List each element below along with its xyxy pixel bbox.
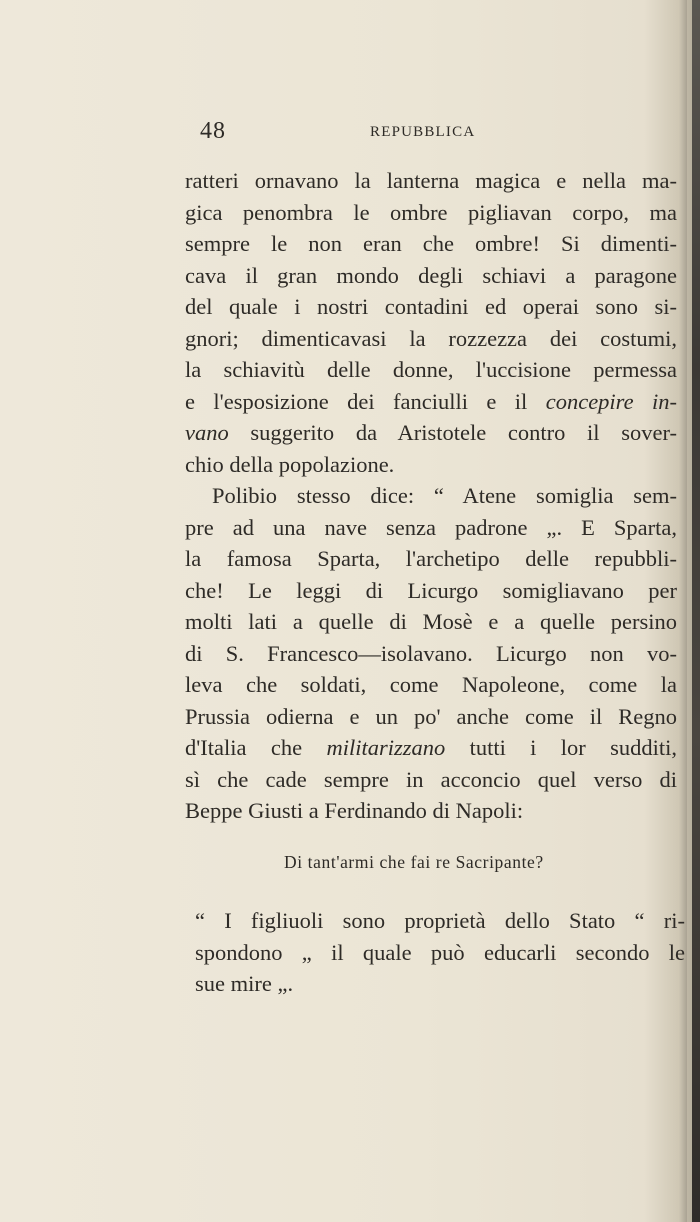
line-text: suggerito da Aristotele contro il sover- [228, 420, 677, 445]
line-text: pre ad una nave senza padrone „. E Sparta, [185, 514, 677, 540]
text-line [185, 228, 677, 260]
line-text: sempre le non eran che ombre! Si dimenti- [185, 231, 677, 256]
line-text: molti lati a quelle di Mosè e a quelle persino [185, 609, 677, 634]
text-line [185, 354, 677, 386]
line-text: e l'esposizione dei fanciulli e il [185, 388, 546, 414]
italic-phrase: militarizzano [326, 735, 446, 760]
book-binding-edge [692, 0, 700, 1222]
line-text: spondono „ il quale può educarli secondo le [195, 939, 685, 965]
line-text: sue mire „. [195, 971, 294, 996]
text-line [195, 905, 685, 937]
text-line [185, 449, 677, 481]
line-text: “ I figliuoli sono proprietà dello Stato “ ri- [195, 908, 685, 933]
line-text: Beppe Giusti a Ferdinando di Napoli: [185, 798, 524, 823]
line-text: cava il gran mondo degli schiavi a paragone [185, 262, 677, 288]
line-text: la famosa Sparta, l'archetipo delle repubbli- [185, 546, 677, 571]
text-line [185, 669, 677, 701]
text-line [185, 291, 677, 323]
text-line [185, 543, 677, 575]
text-line [185, 197, 677, 229]
main-text [185, 165, 677, 827]
text-line [185, 323, 677, 355]
line-text: d'Italia che [185, 735, 327, 760]
line-text: leva che soldati, come Napoleone, come la [185, 672, 677, 697]
text-line [185, 701, 677, 733]
text-line [195, 937, 685, 969]
text-line [185, 512, 677, 544]
line-text: di S. Francesco—isolavano. Licurgo non vo- [185, 640, 677, 666]
paragraph [185, 480, 677, 827]
text-line [185, 575, 677, 607]
line-text: Polibio stesso dice: “ Atene somiglia sem- [212, 483, 677, 508]
italic-phrase: vano [185, 420, 229, 445]
page-number: 48 [200, 118, 226, 144]
text-line [185, 260, 677, 292]
text-line [185, 732, 677, 764]
line-text: Prussia odierna e un po' anche come il Regno [185, 703, 677, 729]
line-text: chio della popolazione. [185, 451, 395, 477]
verse-quote: Di tant'armi che fai re Sacripante? [284, 852, 544, 872]
line-text: sì che cade sempre in acconcio quel verso di [185, 766, 677, 792]
page-header [200, 118, 680, 148]
line-text: tutti i lor sudditi, [445, 735, 678, 760]
line-text: che! Le leggi di Licurgo somigliavano per [185, 577, 677, 603]
text-line [185, 417, 677, 449]
text-line [185, 638, 677, 670]
text-line [185, 795, 677, 827]
text-line [185, 606, 677, 638]
paragraph [195, 905, 685, 1000]
text-line [185, 480, 677, 512]
running-head: REPUBBLICA [370, 124, 476, 140]
text-line [195, 968, 685, 1000]
line-text: gica penombra le ombre pigliavan corpo, ma [185, 199, 677, 225]
line-text: la schiavitù delle donne, l'uccisione permessa [185, 357, 677, 382]
text-line [185, 764, 677, 796]
italic-phrase: concepire in- [545, 388, 677, 414]
line-text: ratteri ornavano la lanterna magica e nella ma- [185, 168, 677, 193]
paragraph [185, 165, 677, 480]
text-line [185, 386, 677, 418]
line-text: gnori; dimenticavasi la rozzezza dei costumi, [185, 325, 677, 351]
line-text: del quale i nostri contadini ed operai sono si- [185, 294, 677, 319]
text-line [185, 165, 677, 197]
